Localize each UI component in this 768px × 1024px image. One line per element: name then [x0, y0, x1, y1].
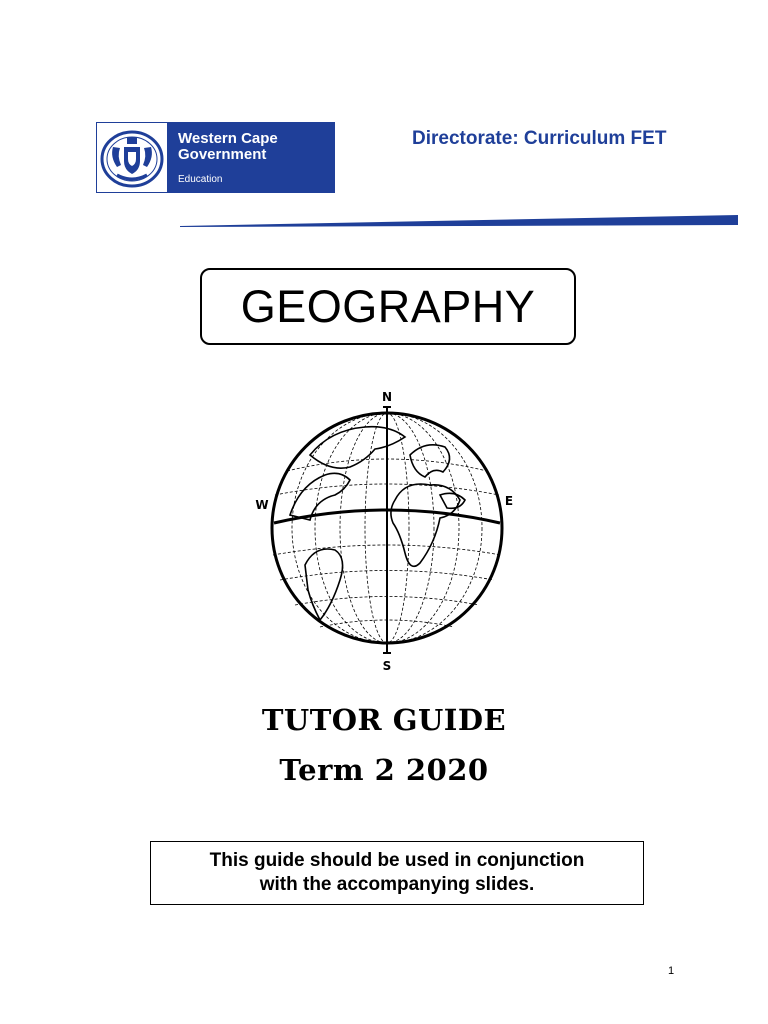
usage-note-line-1: This guide should be used in conjunction [209, 850, 585, 871]
compass-west-label: W [255, 498, 269, 512]
logo-line-education: Education [178, 174, 223, 185]
page-number: 1 [668, 965, 675, 977]
term-label: Term 2 2020 [279, 753, 489, 787]
western-cape-government-logo [96, 122, 335, 193]
usage-note-line-2: with the accompanying slides. [259, 874, 535, 895]
subject-title: GEOGRAPHY [240, 280, 536, 332]
header-rule [180, 212, 740, 228]
compass-east-label: E [504, 494, 514, 508]
logo-line-western-cape: Western Cape [178, 130, 278, 147]
guide-title: TUTOR GUIDE [261, 703, 507, 737]
usage-note-box [150, 841, 644, 905]
compass-north-label: N [381, 390, 393, 404]
coat-of-arms-icon [97, 123, 167, 192]
compass-south-label: S [382, 659, 392, 673]
logo-line-government: Government [178, 146, 267, 163]
directorate-heading: Directorate: Curriculum FET [412, 128, 667, 149]
globe-compass-icon [250, 385, 520, 675]
subject-title-box [200, 268, 576, 345]
